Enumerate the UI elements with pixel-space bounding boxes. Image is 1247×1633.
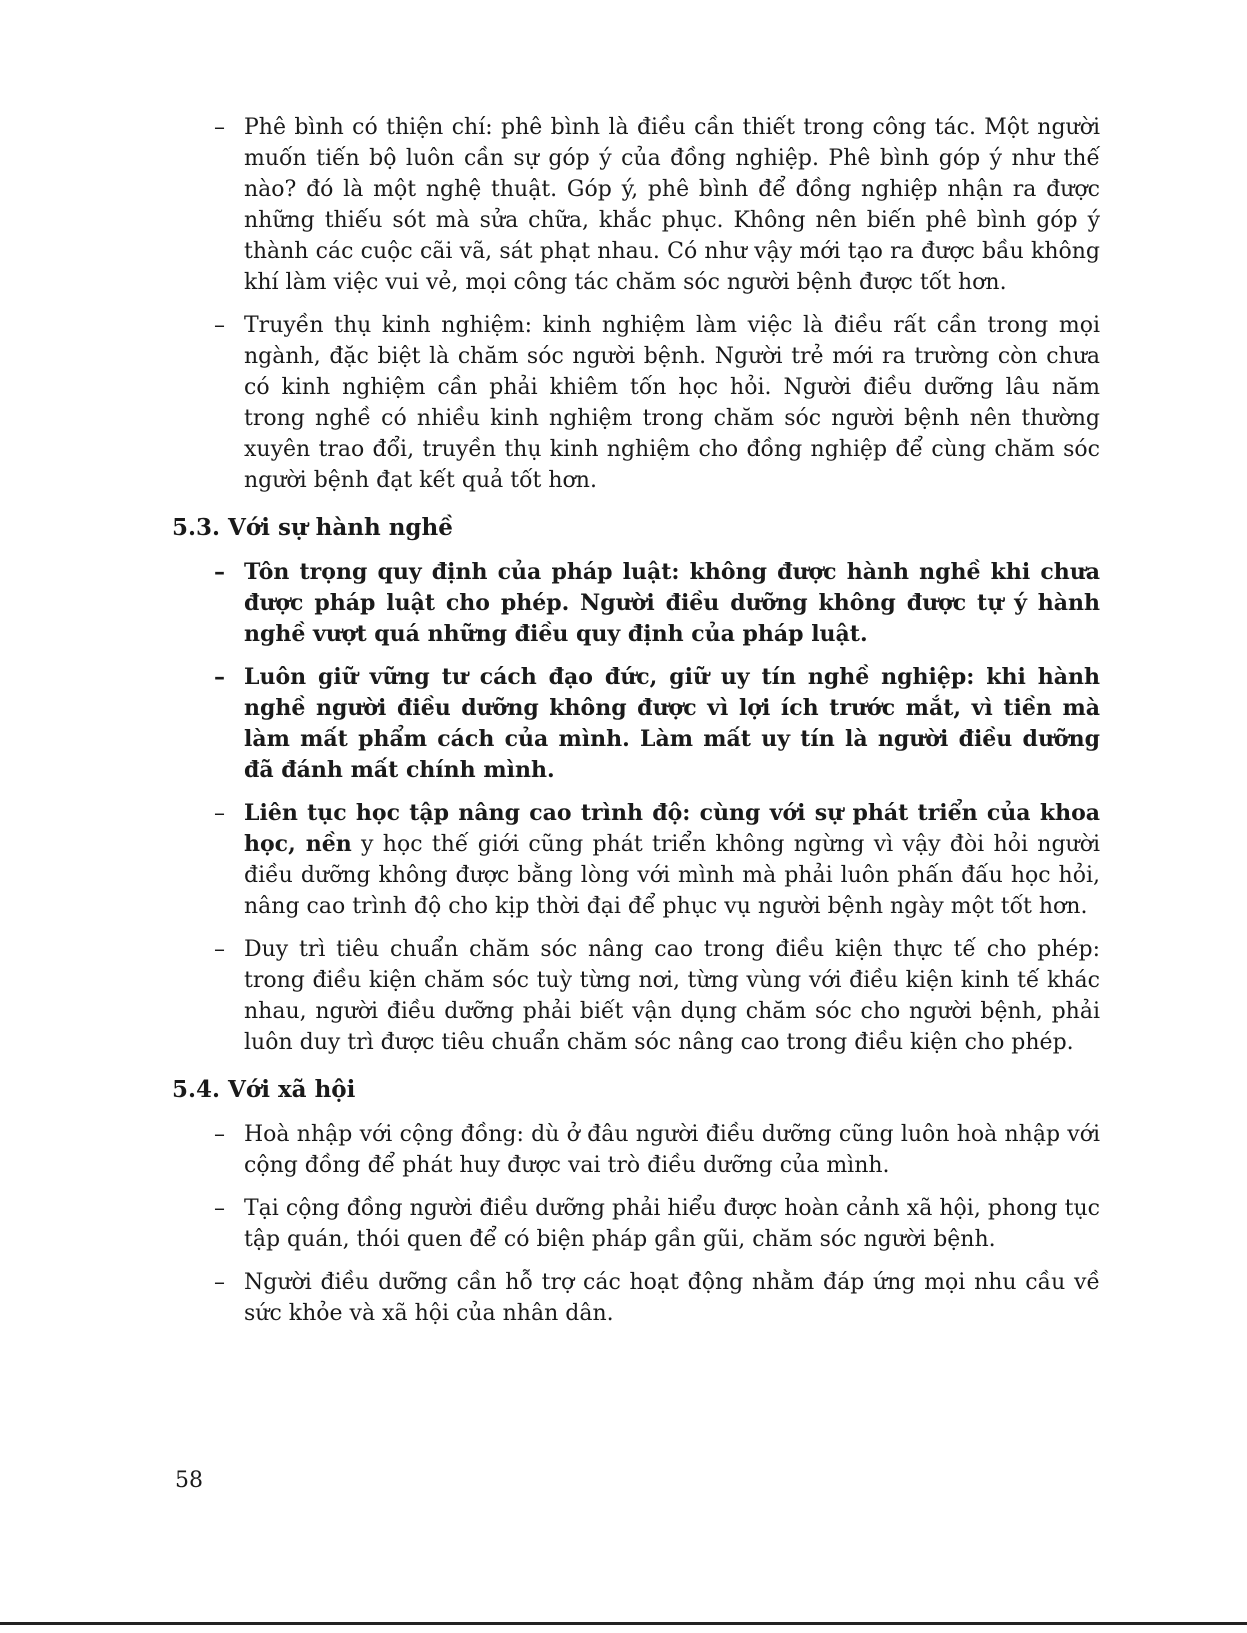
bullet-dash: – bbox=[214, 313, 225, 338]
page-content bbox=[172, 112, 1100, 1341]
bullet-text: Truyền thụ kinh nghiệm: kinh nghiệm làm việc là điều rất cần trong mọi ngành, đặc biệt là chăm sóc người bệnh. Người trẻ mới ra trường còn chưa có kinh nghiệm cần phải khiêm tốn học hỏi. Người điều dưỡng lâu năm trong nghề có nhiều kinh nghiệm trong chăm sóc người bệnh nên thường xuyên trao đổi, truyền thụ kinh nghiệm cho đồng nghiệp để cùng chăm sóc người bệnh đạt kết quả tốt hơn. bbox=[244, 313, 1100, 493]
bullet-community bbox=[172, 1119, 1100, 1181]
bullet-standards bbox=[172, 934, 1100, 1058]
bullet-customs bbox=[172, 1193, 1100, 1255]
bullet-dash: – bbox=[214, 664, 225, 690]
bullet-dash: – bbox=[214, 937, 225, 962]
bullet-text: Phê bình có thiện chí: phê bình là điều cần thiết trong công tác. Một người muốn tiến bộ luôn cần sự góp ý của đồng nghiệp. Phê bình góp ý như thế nào? đó là một nghệ thuật. Góp ý, phê bình để đồng nghiệp nhận ra được những thiếu sót mà sửa chữa, khắc phục. Không nên biến phê bình góp ý thành các cuộc cãi vã, sát phạt nhau. Có như vậy mới tạo ra được bầu không khí làm việc vui vẻ, mọi công tác chăm sóc người bệnh được tốt hơn. bbox=[244, 115, 1100, 295]
bullet-support bbox=[172, 1267, 1100, 1329]
bullet-law bbox=[172, 557, 1100, 650]
page-number: 58 bbox=[175, 1468, 203, 1493]
bullet-dash: – bbox=[214, 801, 225, 826]
bullet-dash: – bbox=[214, 115, 225, 140]
bullet-text: Người điều dưỡng cần hỗ trợ các hoạt động nhằm đáp ứng mọi nhu cầu về sức khỏe và xã hội của nhân dân. bbox=[244, 1270, 1100, 1326]
bullet-criticism bbox=[172, 112, 1100, 298]
bullet-text: Tại cộng đồng người điều dưỡng phải hiểu được hoàn cảnh xã hội, phong tục tập quán, thói quen để có biện pháp gần gũi, chăm sóc người bệnh. bbox=[244, 1196, 1100, 1252]
bullet-lead-text: Liên tục học tập nâng cao trình độ: cùng với sự phát triển của khoa học, nền bbox=[244, 800, 1100, 857]
section-heading-5-3: 5.3. Với sự hành nghề bbox=[172, 514, 453, 541]
bullet-dash: – bbox=[214, 1196, 225, 1221]
bullet-dash: – bbox=[214, 1122, 225, 1147]
bullet-ethics bbox=[172, 662, 1100, 786]
bullet-dash: – bbox=[214, 1270, 225, 1295]
bullet-dash: – bbox=[214, 559, 225, 585]
bullet-text: y học thế giới cũng phát triển không ngừng vì vậy đòi hỏi người điều dưỡng không được bằng lòng với mình mà phải luôn phấn đấu học hỏi, nâng cao trình độ cho kịp thời đại để phục vụ người bệnh ngày một tốt hơn. bbox=[244, 832, 1100, 919]
bullet-text: Duy trì tiêu chuẩn chăm sóc nâng cao trong điều kiện thực tế cho phép: trong điều kiện chăm sóc tuỳ từng nơi, từng vùng với điều kiện kinh tế khác nhau, người điều dưỡng phải biết vận dụng chăm sóc cho người bệnh, phải luôn duy trì được tiêu chuẩn chăm sóc nâng cao trong điều kiện cho phép. bbox=[244, 937, 1100, 1055]
section-heading-5-4: 5.4. Với xã hội bbox=[172, 1076, 356, 1103]
bottom-rule bbox=[0, 1622, 1247, 1625]
bullet-text: Luôn giữ vững tư cách đạo đức, giữ uy tín nghề nghiệp: khi hành nghề người điều dưỡng không được vì lợi ích trước mắt, vì tiền mà làm mất phẩm cách của mình. Làm mất uy tín là người điều dưỡng đã đánh mất chính mình. bbox=[244, 664, 1100, 783]
bullet-learning bbox=[172, 798, 1100, 922]
bullet-text: Tôn trọng quy định của pháp luật: không được hành nghề khi chưa được pháp luật cho phép. Người điều dưỡng không được tự ý hành nghề vượt quá những điều quy định của pháp luật. bbox=[244, 559, 1100, 647]
bullet-experience bbox=[172, 310, 1100, 496]
bullet-text: Hoà nhập với cộng đồng: dù ở đâu người điều dưỡng cũng luôn hoà nhập với cộng đồng để phát huy được vai trò điều dưỡng của mình. bbox=[244, 1122, 1100, 1178]
